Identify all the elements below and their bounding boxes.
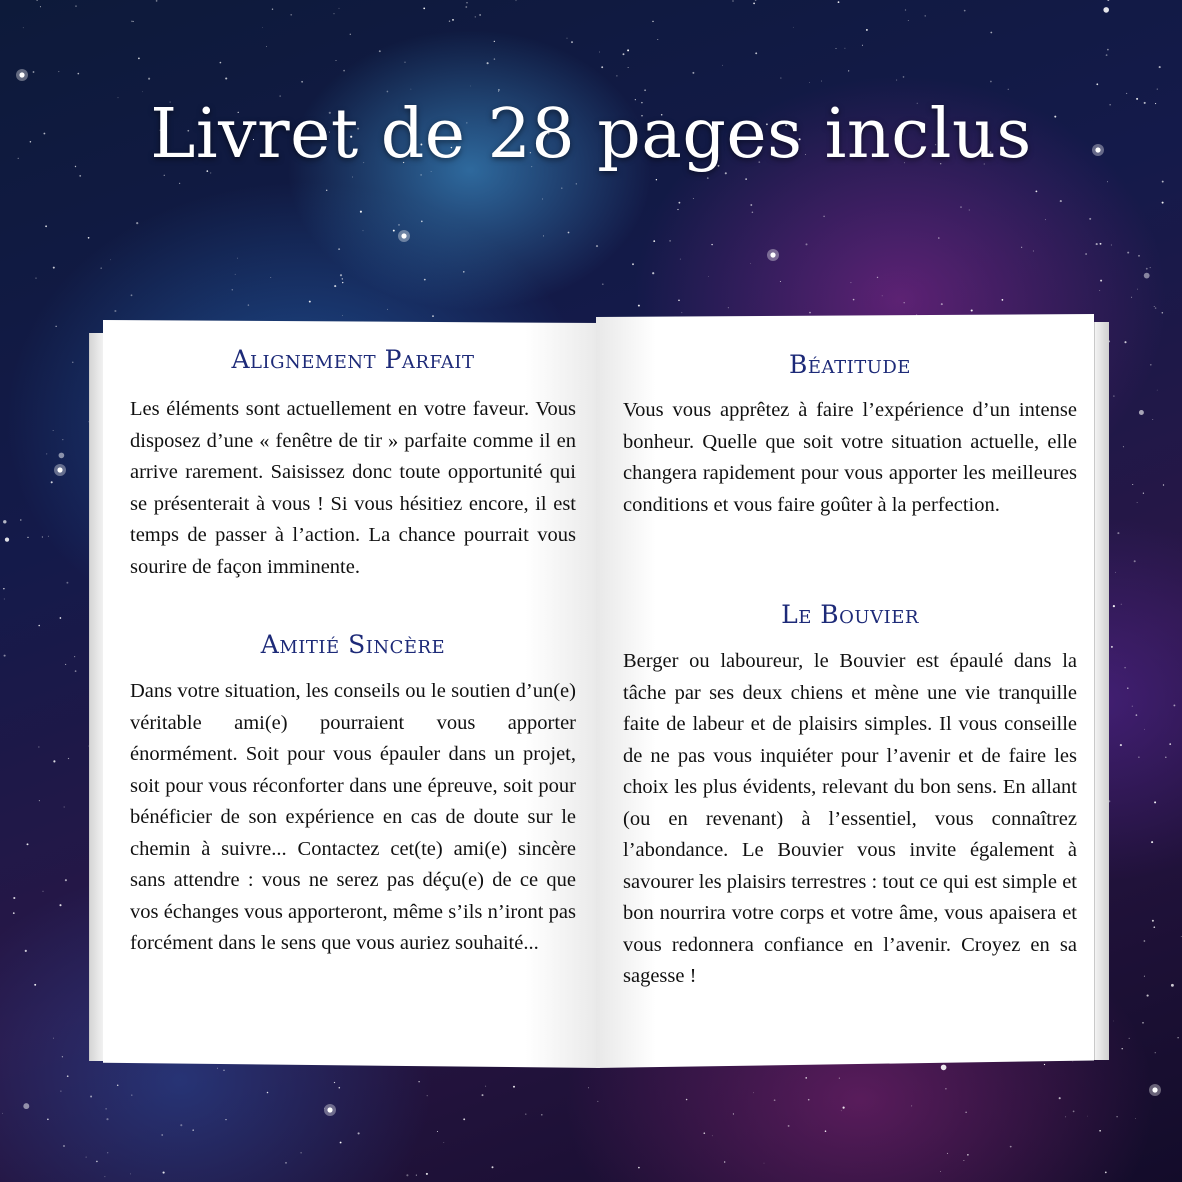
left-page-edges bbox=[89, 333, 104, 1061]
section-text-le-bouvier: Berger ou laboureur, le Bouvier est épaulé dans la tâche par ses deux chiens et mène une vie tranquille faite de labeur et de plaisirs simples. Il vous conseille de ne pas vous inquiéter pour l’avenir et de faire les choix les plus évidents, relevant du bon sens. En allant (ou en revenant) à l’essentiel, vous connaîtrez l’abondance. Le Bouvier vous invite également à savourer les plaisirs terrestres : tout ce qui est simple et bon nourrira votre corps et votre âme, vous apaisera et vous redonnera confiance en l’avenir. Croyez en sa sagesse ! bbox=[623, 650, 1077, 987]
section-text-alignement-parfait: Les éléments sont actuellement en votre faveur. Vous disposez d’une « fenêtre de tir » parfaite comme il en arrive rarement. Saisissez donc toute opportunité qui se présenterait à vous ! Si vous hésitiez encore, il est temps de passer à l’action. La chance pourrait vous sourire de façon imminente. bbox=[130, 398, 576, 578]
section-title-beatitude: Béatitude bbox=[789, 350, 911, 379]
section-text-beatitude: Vous vous apprêtez à faire l’expérience d’un intense bonheur. Quelle que soit votre situation actuelle, elle changera rapidement pour vous apporter les meilleures conditions et vous faire goûter à la perfection. bbox=[623, 399, 1077, 516]
section-title-le-bouvier: Le Bouvier bbox=[781, 600, 919, 629]
right-page-edges bbox=[1094, 322, 1109, 1060]
headline: Livret de 28 pages inclus bbox=[150, 95, 1032, 174]
section-title-alignement-parfait: Alignement Parfait bbox=[231, 345, 475, 374]
section-title-amitie-sincere: Amitié Sincère bbox=[260, 630, 446, 659]
section-text-amitie-sincere: Dans votre situation, les conseils ou le soutien d’un(e) véritable ami(e) pourraient vous apporter énormément. Soit pour vous épauler dans un projet, soit pour vous réconforter dans une épreuve, soit pour bénéficier de son expérience en cas de doute sur le chemin à suivre... Contactez cet(te) ami(e) sincère sans attendre : vous ne serez pas déçu(e) de ce que vos échanges vous apporteront, même s’ils n’iront pas forcément dans le sens que vous auriez souhaité... bbox=[130, 680, 576, 954]
